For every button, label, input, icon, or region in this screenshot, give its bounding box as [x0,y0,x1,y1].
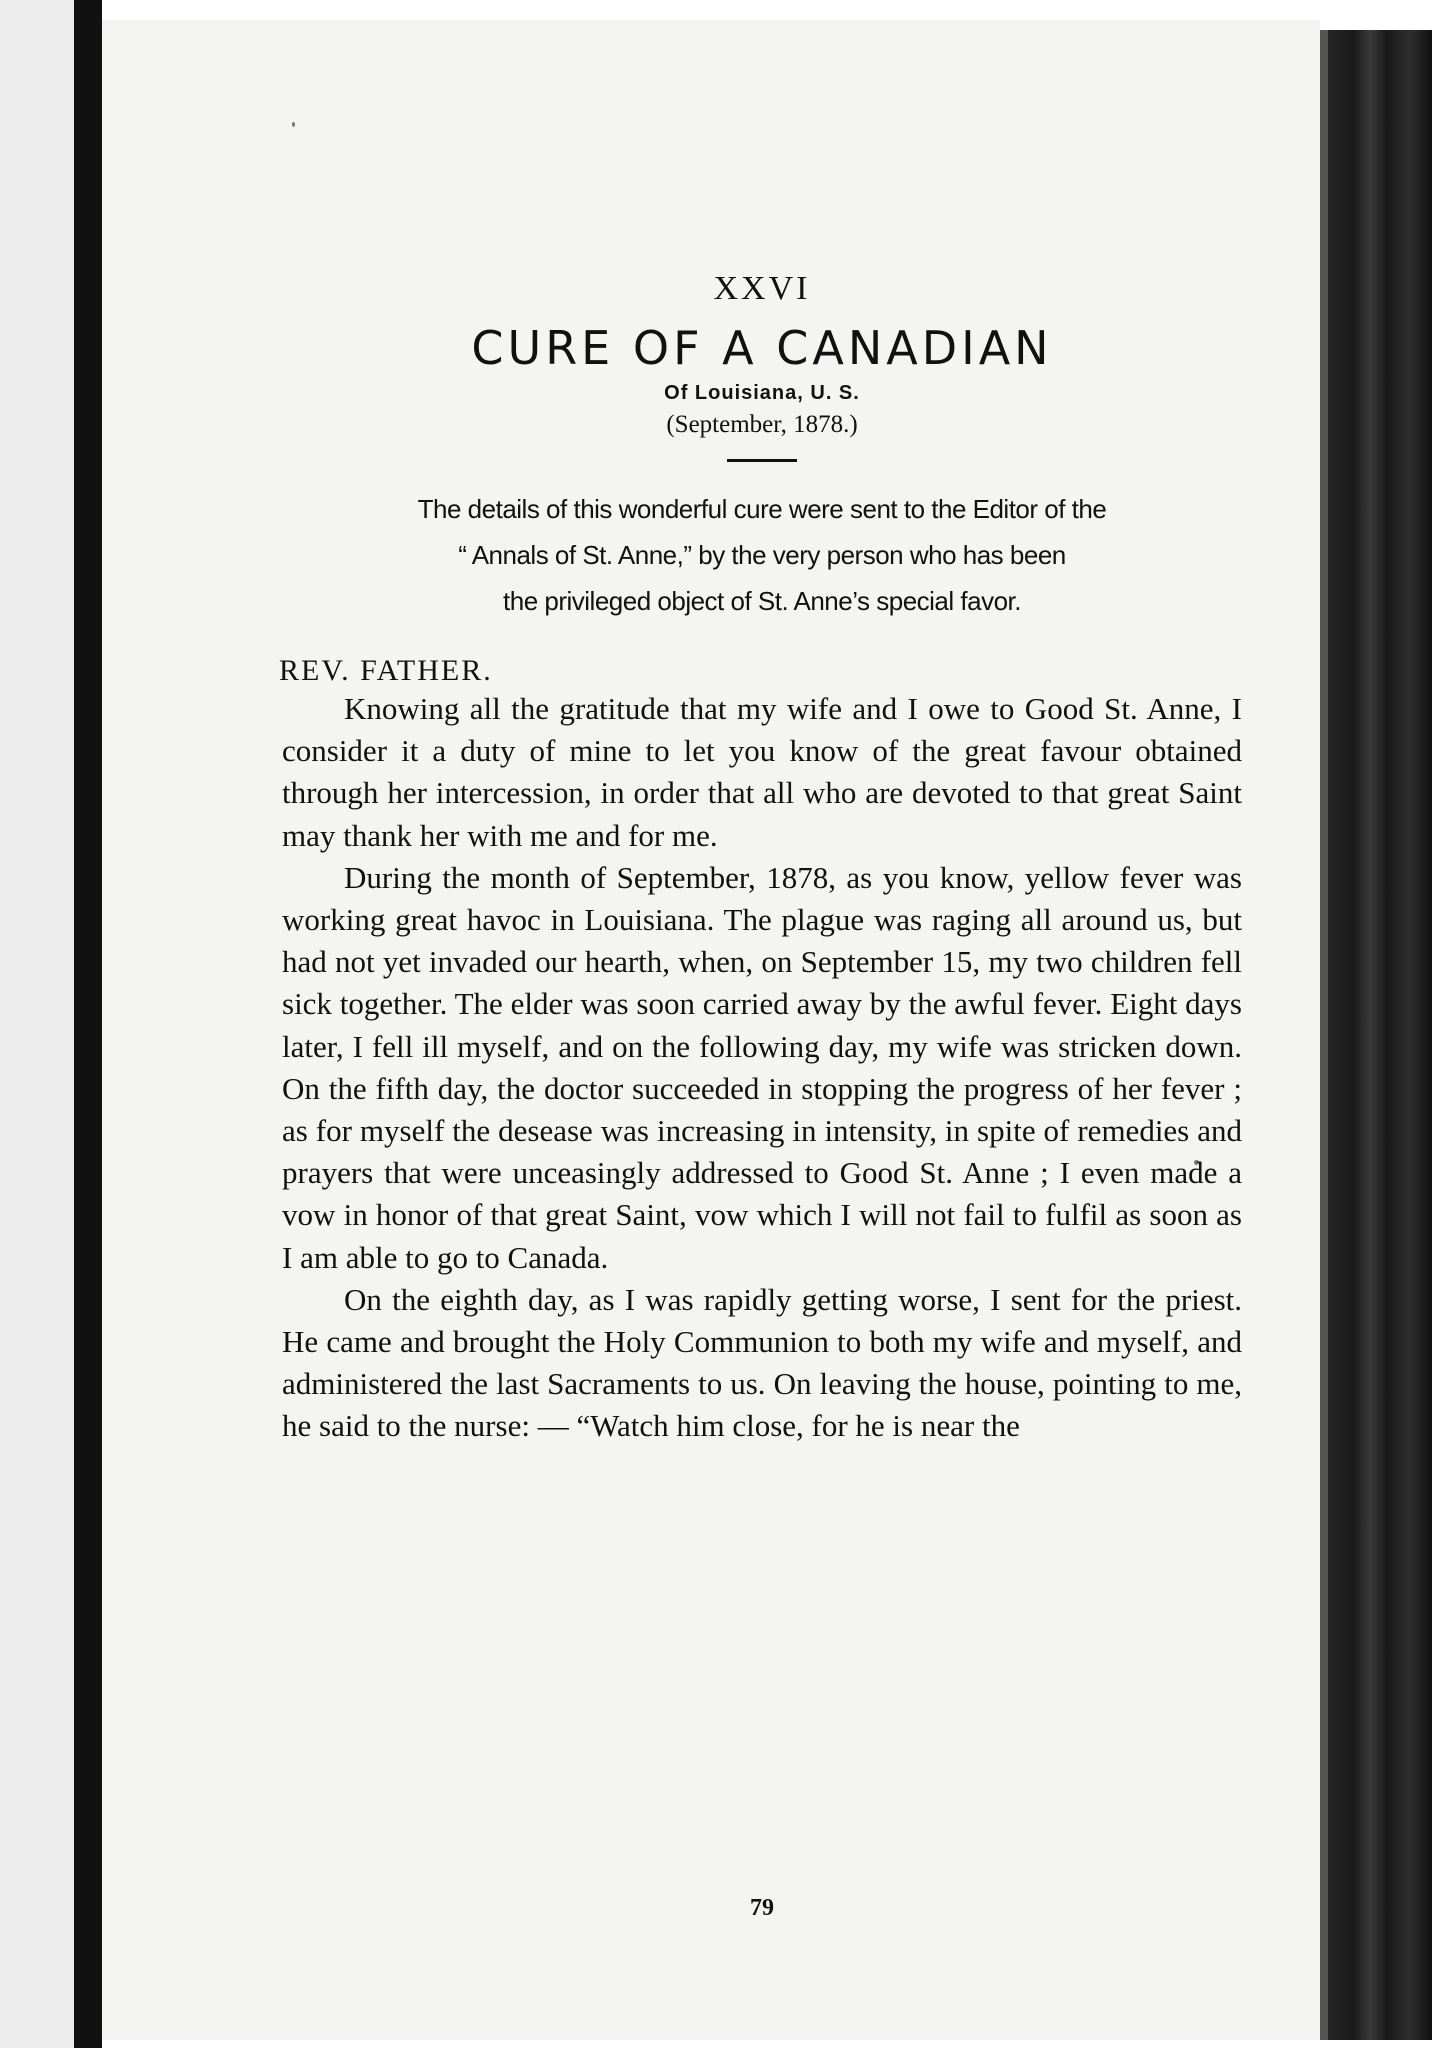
salutation: REV. FATHER. [279,654,493,687]
intro-line: The details of this wonderful cure were sent to the Editor of the [417,494,1107,524]
paragraph: During the month of September, 1878, as you know, yellow fever was working great havoc in Louisiana. The plague was raging all around us, but had not yet invaded our hearth, when, on September 15, my two children fell sick together. The elder was soon carried away by the awful fever. Eight days later, I fell ill myself, and on the following day, my wife was stricken down. On the fifth day, the doctor succeeded in stopping the progress of her fever ; as for myself the desease was increasing in intensity, in spite of remedies and prayers that were unceasingly addressed to Good St. Anne ; I even made a vow in honor of that great Saint, vow which I will not fail to fulfil as soon as I am able to go to Canada. [282,859,1242,1275]
page-content [279,250,1242,1921]
chapter-number: XXVI [713,270,811,307]
divider [727,459,797,462]
book-edge [1320,30,1432,2040]
paragraph: On the eighth day, as I was rapidly getting worse, I sent for the priest. He came and brought the Holy Communion to both my wife and myself, and administered the last Sacraments to us. On leaving the house, pointing to me, he said to the nurse: — “Watch him close, for he is near the [282,1281,1242,1444]
page-number: 79 [750,1895,774,1921]
paragraph: Knowing all the gratitude that my wife and I owe to Good St. Anne, I consider it a duty of mine to let you know of the great favour obtained through her intercession, in order that all who are devoted to that great Saint may thank her with me and for me. [282,691,1242,853]
intro-note [282,486,1242,624]
intro-line: “ Annals of St. Anne,” by the very person who has been [458,540,1066,570]
page [102,20,1320,2040]
chapter-date: (September, 1878.) [666,411,858,438]
speck [292,122,295,127]
chapter-subtitle: Of Louisiana, U. S. [664,382,860,404]
intro-line: the privileged object of St. Anne’s special favor. [503,586,1021,616]
book-gutter [74,0,102,2048]
chapter-title: CURE OF A CANADIAN [471,321,1053,375]
left-page-edge [0,0,74,2048]
